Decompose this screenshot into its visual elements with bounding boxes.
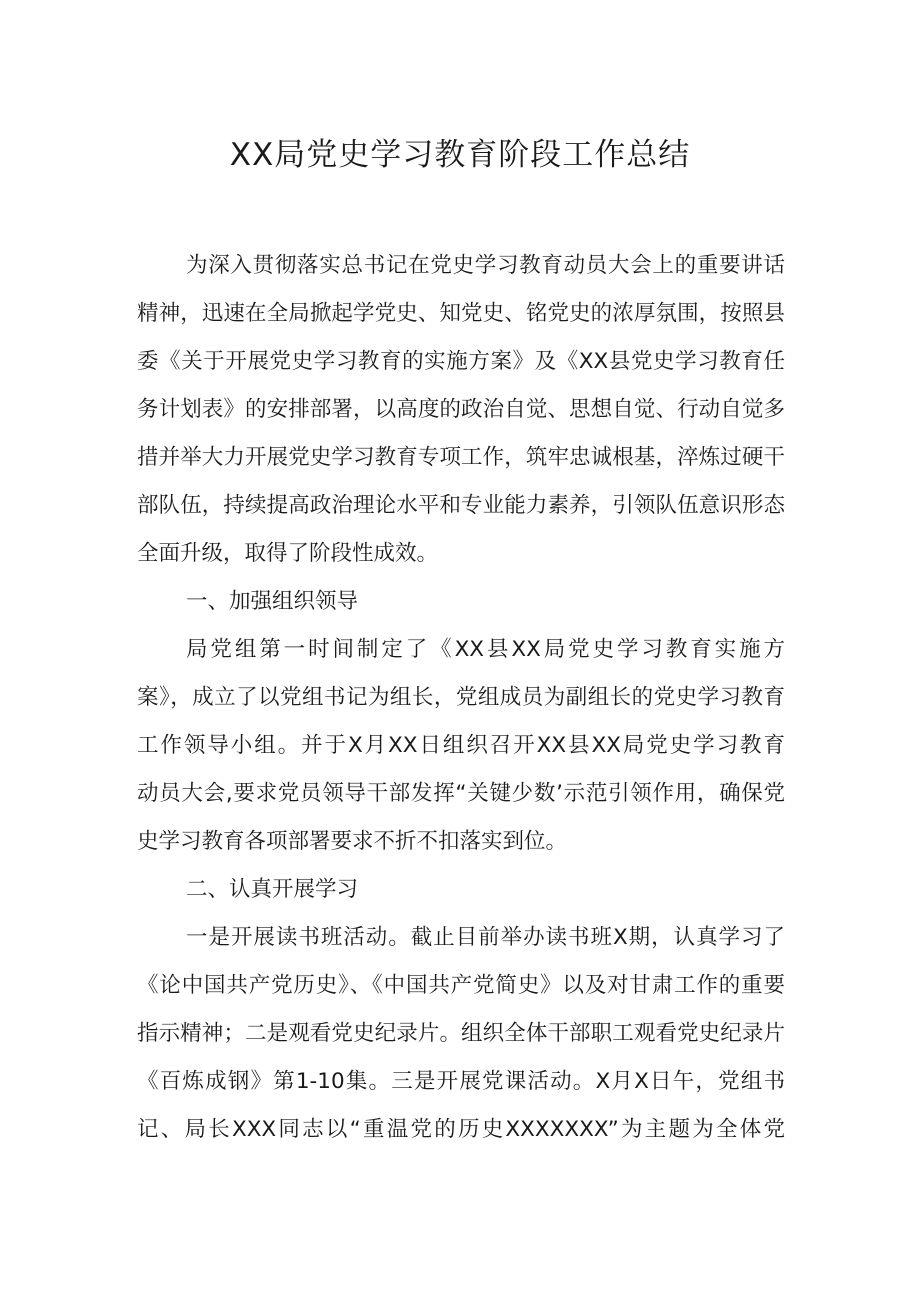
paragraph-line: 为深入贯彻落实总书记在党史学习教育动员大会上的重要讲话	[186, 253, 785, 278]
paragraph-line: 记、局长XXX同志以“重温党的历史XXXXXXX”为主题为全体党	[137, 1117, 785, 1142]
paragraph-line: 局党组第一时间制定了《XX县XX局党史学习教育实施方	[186, 637, 785, 662]
paragraph-line: 工作领导小组。并于X月XX日组织召开XX县XX局党史学习教育	[137, 733, 785, 758]
paragraph-line: 动员大会,要求党员领导干部发挥“关键少数’示范引领作用，确保党	[137, 781, 785, 806]
paragraph-line: 措并举大力开展党史学习教育专项工作，筑牢忠诚根基，淬炼过硬干	[137, 445, 785, 470]
paragraph-line: 史学习教育各项部署要求不折不扣落实到位。	[137, 829, 568, 854]
paragraph-line: 《论中国共产党历史》、《中国共产党简史》以及对甘肃工作的重要	[137, 973, 785, 998]
paragraph-line: 务计划表》的安排部署，以高度的政治自觉、思想自觉、行动自觉多	[137, 397, 785, 422]
section-heading: 一、加强组织领导	[186, 589, 359, 614]
paragraph-line: 《百炼成钢》第1-10集。三是开展党课活动。X月X日午，党组书	[137, 1069, 785, 1094]
section-heading: 二、认真开展学习	[186, 877, 359, 902]
paragraph-line: 部队伍，持续提高政治理论水平和专业能力素养，引领队伍意识形态	[137, 493, 785, 518]
paragraph-line: 指示精神；二是观看党史纪录片。组织全体干部职工观看党史纪录片	[137, 1021, 785, 1046]
paragraph-line: 精神，迅速在全局掀起学党史、知党史、铭党史的浓厚氛围，按照县	[137, 301, 785, 326]
paragraph-line: 全面升级，取得了阶段性成效。	[137, 541, 439, 566]
paragraph-line: 一是开展读书班活动。截止目前举办读书班X期，认真学习了	[186, 925, 785, 950]
document-title: XX局党史学习教育阶段工作总结	[229, 137, 691, 173]
paragraph-line: 委《关于开展党史学习教育的实施方案》及《XX县党史学习教育任	[137, 349, 785, 374]
paragraph-line: 案》，成立了以党组书记为组长，党组成员为副组长的党史学习教育	[137, 685, 785, 710]
